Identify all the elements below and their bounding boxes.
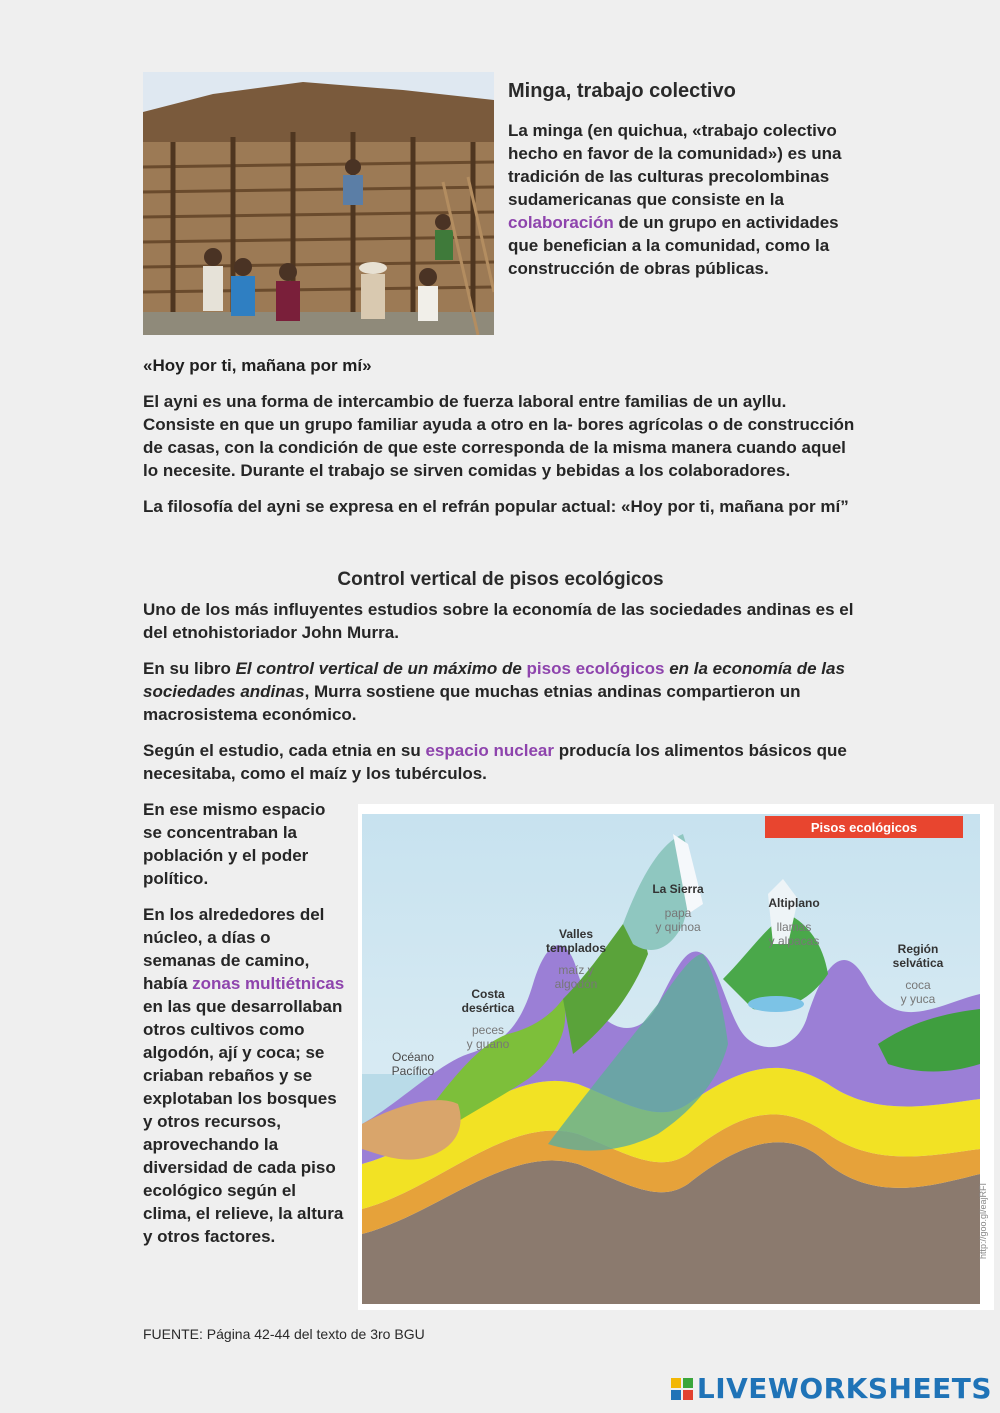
label-sierra: La Sierra <box>652 882 704 896</box>
liveworksheets-wordmark: LIVEWORKSHEETS <box>696 1372 992 1405</box>
ayni-paragraph-1: El ayni es una forma de intercambio de fuerza laboral entre familias de un ayllu. Consiste en que un grupo familiar ayuda a otro en la- bores agrícolas o de construcción de casas, con la condición de que este corresponda de la misma manera cuando aquel lo necesite. Durante el trabajo se sirven comidas y bebidas a los colaboradores. <box>143 392 855 480</box>
control-paragraph-3 <box>143 739 858 785</box>
label-selva-prod-2: y yuca <box>900 992 936 1006</box>
pisos-ecologicos-diagram <box>358 804 994 1310</box>
control-paragraph-2 <box>143 657 858 726</box>
book-title-part-1: El control vertical de un máximo de <box>235 659 527 678</box>
minga-title: Minga, trabajo colectivo <box>508 80 736 102</box>
label-selva-prod-1: coca <box>905 978 931 992</box>
diagram-watermark: http://goo.gl/eajRFI <box>978 1182 988 1259</box>
control-paragraph-1: Uno de los más influyentes estudios sobre la economía de las sociedades andinas es el del etnohistoriador John Murra. <box>143 600 854 642</box>
label-costa-prod-2: y guano <box>466 1037 510 1051</box>
source-footer <box>143 1326 425 1342</box>
highlight-pisos-ecologicos: pisos ecológicos <box>526 659 665 678</box>
side-paragraph-2 <box>143 903 348 1248</box>
label-ocean-2: Pacífico <box>391 1064 435 1078</box>
diagram-banner-text: Pisos ecológicos <box>810 820 918 835</box>
source-label: FUENTE: <box>143 1326 203 1342</box>
label-valles-prod-1: maíz y <box>558 963 594 977</box>
label-costa-1: Costa <box>471 987 505 1001</box>
label-ocean-1: Océano <box>391 1050 435 1064</box>
minga-text-before: La minga (en quichua, «trabajo colectivo hecho en favor de la comunidad») es una tradición de las culturas precolombinas sudamericanas que consiste en la <box>508 121 842 209</box>
control-p3-tail: producía los alimentos básicos que necesitaba, como el maíz y los tubérculos. <box>143 741 847 783</box>
minga-highlight-colaboracion: colaboración <box>508 213 614 232</box>
ayni-paragraph-2: La filosofía del ayni se expresa en el refrán popular actual: «Hoy por ti, mañana por mí” <box>143 497 849 516</box>
highlight-espacio-nuclear: espacio nuclear <box>425 741 554 760</box>
control-title: Control vertical de pisos ecológicos <box>337 569 664 590</box>
label-altiplano-prod-1: llamas <box>776 920 812 934</box>
highlight-zonas-multietnicas: zonas multiétnicas <box>192 974 345 993</box>
minga-text-after: de un grupo en actividades que benefician a la comunidad, como la construcción de obras públicas. <box>508 213 839 278</box>
label-selva-1: Región <box>897 942 939 956</box>
liveworksheets-icon <box>671 1378 693 1400</box>
control-p2-tail: , Murra sostiene que muchas etnias andinas compartieron un macrosistema económico. <box>143 682 801 724</box>
label-sierra-prod-2: y quinoa <box>655 920 701 934</box>
minga-photo <box>143 72 494 335</box>
side-paragraph-1: En ese mismo espacio se concentraban la población y el poder político. <box>143 800 326 888</box>
label-costa-2: desértica <box>461 1001 515 1015</box>
source-text: Página 42-44 del texto de 3ro BGU <box>202 1326 425 1342</box>
side-p2-tail: en las que desarrollaban otros cultivos como algodón, ají y coca; se criaban rebaños y se explotaban los bosques y otros recursos, aprovechando la diversidad de cada piso ecológico según el clima, el relieve, la altura y otros factores. <box>143 997 344 1246</box>
label-valles-1: Valles <box>558 927 594 941</box>
ayni-heading: «Hoy por ti, mañana por mí» <box>143 356 372 375</box>
label-valles-prod-2: algodón <box>554 977 598 991</box>
control-p2-lead: En su libro <box>143 659 236 678</box>
label-selva-2: selvática <box>892 956 944 970</box>
label-valles-2: templados <box>545 941 607 955</box>
label-altiplano: Altiplano <box>768 896 820 910</box>
label-costa-prod-1: peces <box>471 1023 505 1037</box>
minga-paragraph <box>508 119 858 280</box>
side-p2-lead: En los alrededores del núcleo, a días o semanas de camino, había <box>143 905 325 993</box>
label-altiplano-prod-2: y alpacas <box>768 934 820 948</box>
liveworksheets-logo[interactable] <box>671 1372 992 1405</box>
book-title-part-2: en la economía de las sociedades andinas <box>143 659 845 701</box>
control-p3-lead: Según el estudio, cada etnia en su <box>143 741 426 760</box>
label-sierra-prod-1: papa <box>664 906 692 920</box>
